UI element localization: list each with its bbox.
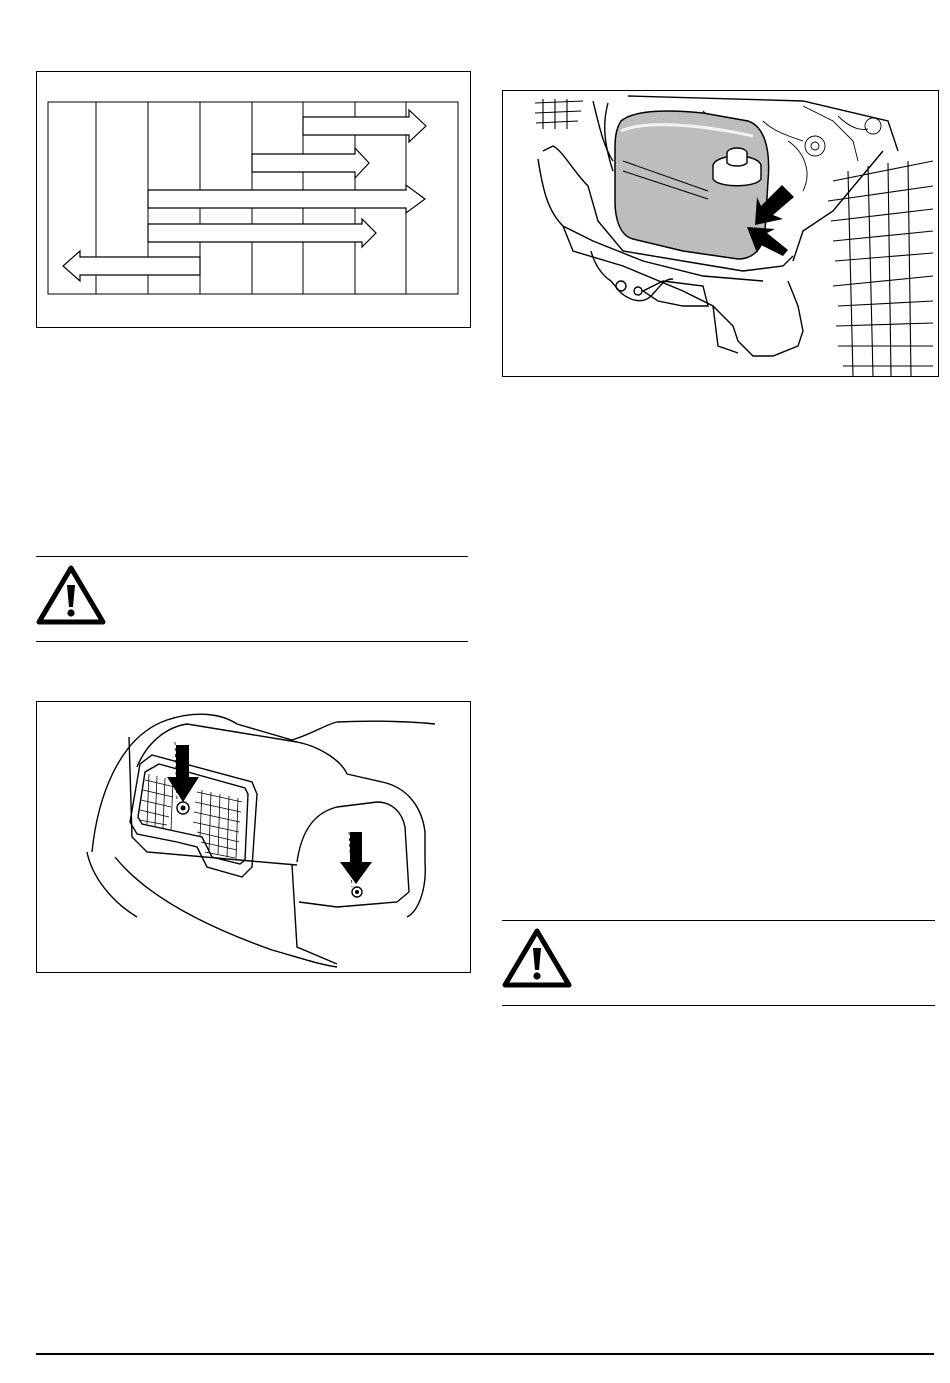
cover-screws-graphic [37, 702, 470, 972]
range-arrow-1 [303, 110, 426, 142]
fuel-tank-graphic [503, 91, 938, 376]
warning-rule-bottom [36, 641, 468, 642]
footer-rule [36, 1353, 934, 1355]
screw-arrow-2 [340, 832, 372, 884]
cover-screws-figure [36, 701, 471, 973]
range-arrow-2 [252, 148, 369, 178]
warning-rule-top-2 [502, 920, 935, 921]
track-tread-left [535, 99, 583, 129]
warning-triangle-icon [502, 928, 572, 988]
viscosity-chart-figure [36, 71, 471, 328]
range-arrow-3 [148, 185, 425, 213]
track-tread [828, 161, 933, 376]
range-arrow-4 [148, 219, 376, 247]
warning-rule-top [36, 556, 468, 557]
fuel-tank-figure [502, 90, 939, 377]
warning-rule-bottom-2 [502, 1005, 935, 1006]
viscosity-chart-graphic [37, 72, 470, 327]
range-arrow-5 [63, 251, 200, 281]
warning-triangle-icon [36, 565, 106, 625]
